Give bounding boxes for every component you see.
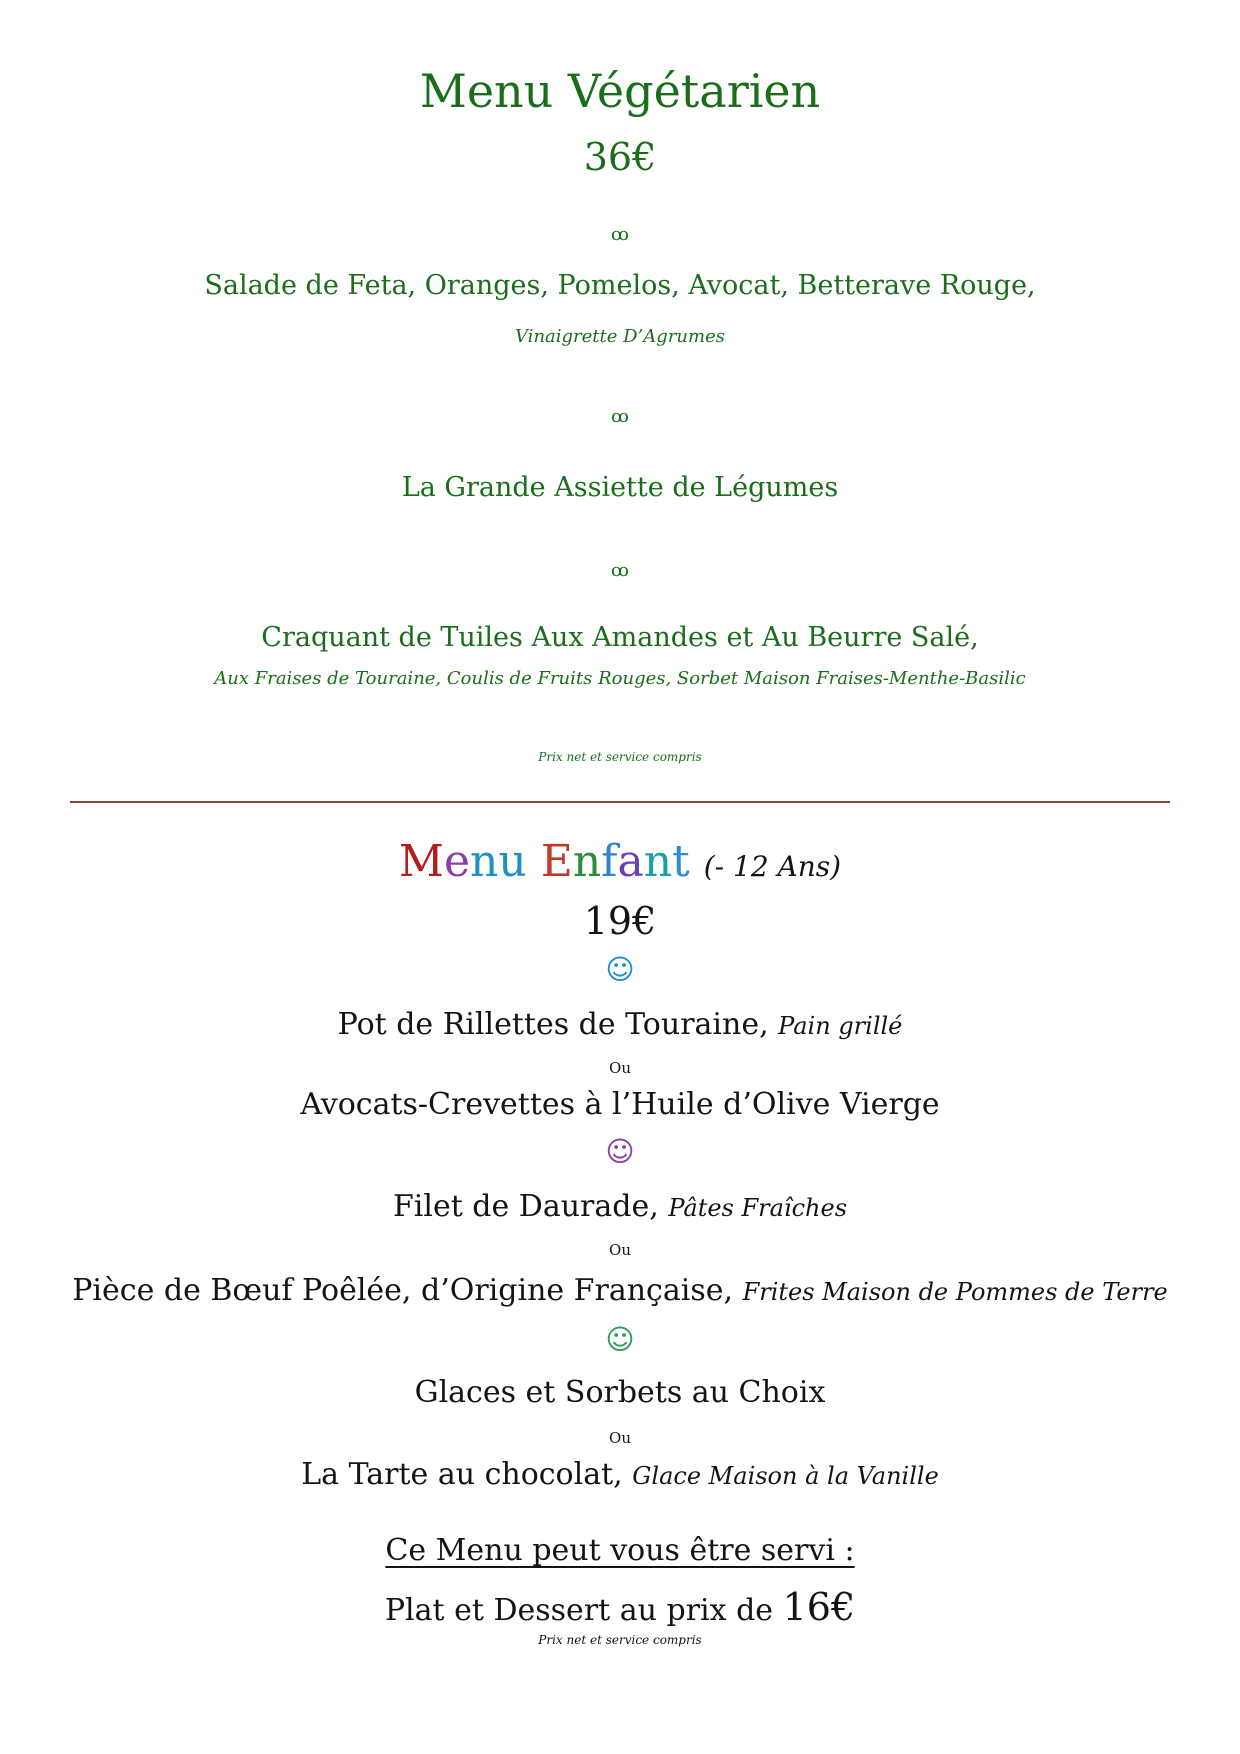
smiley-icon: ☺ — [605, 1323, 635, 1356]
kids-footnote: Prix net et service compris — [538, 1633, 702, 1647]
smiley-icon: ☺ — [605, 953, 635, 986]
smiley-icon: ☺ — [605, 1135, 635, 1168]
or-label: Ou — [609, 1059, 631, 1077]
kids-title-letter: a — [617, 836, 644, 887]
vegetarian-dessert-detail: Aux Fraises de Touraine, Coulis de Fruits Rouges, Sorbet Maison Fraises-Menthe-Basilic — [214, 668, 1026, 689]
kids-main-1-side: Pâtes Fraîches — [668, 1194, 848, 1222]
vegetarian-price: 36€ — [583, 135, 657, 179]
or-label: Ou — [609, 1429, 631, 1447]
kids-title — [0, 836, 1240, 887]
vegetarian-title: Menu Végétarien — [419, 64, 821, 118]
kids-starter-1-side: Pain grillé — [778, 1012, 903, 1040]
vegetarian-starter: Salade de Feta, Oranges, Pomelos, Avocat, Betterave Rouge, — [204, 270, 1036, 301]
offer-heading — [0, 1533, 1240, 1568]
kids-title-letter: t — [672, 836, 690, 887]
ornament-icon: ꝏ — [611, 560, 629, 581]
kids-dessert-2-name: La Tarte au chocolat, — [301, 1457, 623, 1492]
ornament-icon: ꝏ — [611, 224, 629, 245]
kids-age-note: (- 12 Ans) — [703, 850, 842, 883]
kids-main-2 — [0, 1273, 1240, 1308]
vegetarian-dessert: Craquant de Tuiles Aux Amandes et Au Beurre Salé, — [261, 622, 979, 653]
kids-title-letter — [527, 836, 541, 887]
kids-title-letter: u — [498, 836, 527, 887]
kids-main-1 — [0, 1189, 1240, 1224]
kids-price: 19€ — [583, 899, 657, 943]
kids-dessert-2 — [0, 1457, 1240, 1492]
kids-main-2-name: Pièce de Bœuf Poêlée, d’Origine Française, — [72, 1273, 734, 1308]
kids-title-letter: n — [572, 836, 602, 887]
kids-starter-1-name: Pot de Rillettes de Touraine, — [337, 1007, 769, 1042]
vegetarian-main: La Grande Assiette de Légumes — [401, 472, 839, 503]
vegetarian-footnote: Prix net et service compris — [538, 750, 702, 764]
kids-title-letter: M — [398, 836, 444, 887]
offer-heading-text: Ce Menu peut vous être servi : — [385, 1533, 855, 1568]
offer-price: 16€ — [782, 1585, 856, 1629]
kids-title-letter: n — [643, 836, 673, 887]
or-label: Ou — [609, 1241, 631, 1259]
kids-dessert-1: Glaces et Sorbets au Choix — [414, 1375, 826, 1410]
kids-starter-2: Avocats-Crevettes à l’Huile d’Olive Vierge — [300, 1087, 940, 1122]
kids-title-letter: e — [443, 836, 470, 887]
kids-main-2-side: Frites Maison de Pommes de Terre — [742, 1278, 1168, 1306]
kids-title-letter: f — [601, 836, 618, 887]
section-divider — [70, 801, 1170, 803]
offer-text: Plat et Dessert au prix de — [384, 1593, 774, 1628]
vegetarian-starter-detail: Vinaigrette D’Agrumes — [515, 326, 725, 347]
kids-title-letter: n — [470, 836, 499, 887]
kids-starter-1 — [0, 1007, 1240, 1042]
kids-dessert-2-side: Glace Maison à la Vanille — [632, 1462, 939, 1490]
ornament-icon: ꝏ — [611, 406, 629, 427]
kids-main-1-name: Filet de Daurade, — [392, 1189, 659, 1224]
kids-title-letter: E — [540, 836, 573, 887]
offer-line — [0, 1585, 1240, 1629]
